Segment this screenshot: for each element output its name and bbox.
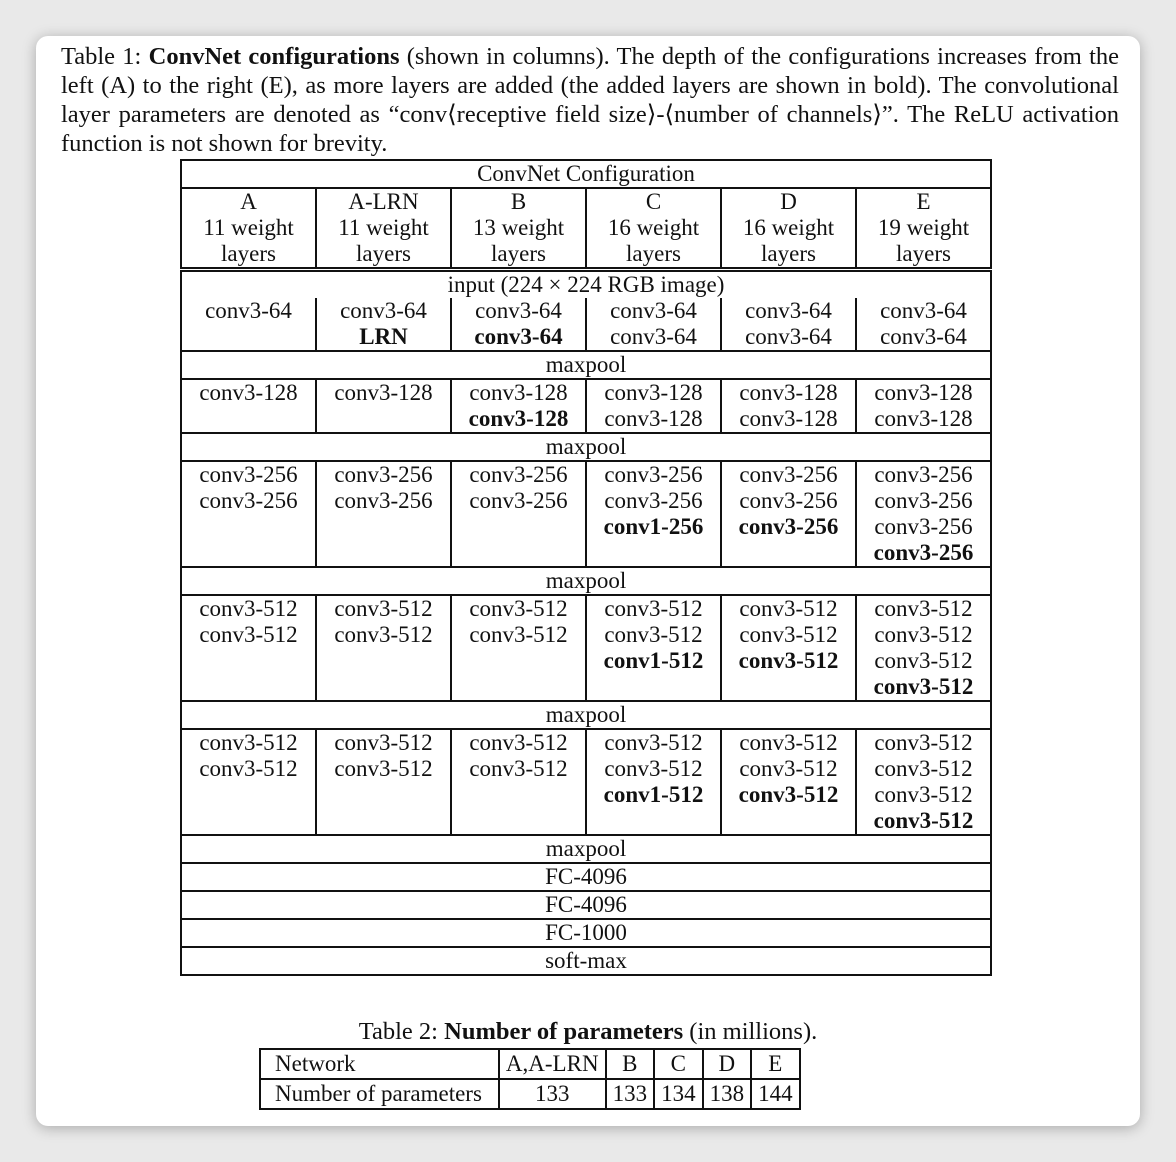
column-name: A — [240, 189, 257, 214]
layer-label: conv3-128 — [199, 380, 298, 405]
conv-block-cell — [856, 595, 991, 701]
column-depth: 16 weight — [607, 215, 700, 240]
layer-label: conv3-512 — [199, 756, 298, 781]
conv-block-cell — [181, 461, 316, 567]
layer-label: conv1-512 — [603, 782, 704, 807]
layer-label: LRN — [359, 324, 408, 349]
input-layer: input (224 × 224 RGB image) — [447, 272, 725, 297]
conv-block-cell — [181, 595, 316, 701]
layer-label: conv3-128 — [739, 406, 838, 431]
layer-label: conv3-256 — [739, 488, 838, 513]
layer-label: conv3-256 — [334, 462, 433, 487]
column-layers: layers — [626, 241, 681, 266]
column-layers: layers — [221, 241, 276, 266]
layer-label: conv3-512 — [469, 596, 568, 621]
tail-layer-row — [181, 863, 991, 891]
column-header — [451, 188, 586, 270]
conv-block-cell — [451, 379, 586, 433]
table2-row-label: Number of parameters — [260, 1079, 499, 1109]
tail-layer: FC-1000 — [181, 919, 991, 947]
layer-label: conv3-256 — [873, 540, 974, 565]
layer-label: conv3-512 — [469, 756, 568, 781]
input-layer-row — [181, 270, 991, 299]
maxpool-layer-row — [181, 433, 991, 461]
parameter-count-table — [259, 1048, 801, 1110]
column-name: C — [645, 189, 662, 214]
layer-label: conv3-512 — [604, 730, 703, 755]
layer-label: conv3-512 — [739, 756, 838, 781]
table1-caption-title: ConvNet configurations — [148, 43, 400, 70]
table2-network-name: C — [654, 1049, 703, 1079]
layer-label: conv3-512 — [873, 808, 974, 833]
conv-block-cell — [451, 298, 586, 351]
conv-block-cell — [586, 461, 721, 567]
tail-layer: FC-4096 — [181, 891, 991, 919]
conv-block-row — [181, 729, 991, 835]
layer-label: conv3-256 — [199, 488, 298, 513]
tail-layer-row — [181, 919, 991, 947]
conv-block-cell — [451, 461, 586, 567]
layer-label: conv3-512 — [739, 730, 838, 755]
conv-block-row — [181, 595, 991, 701]
conv-block-cell — [856, 461, 991, 567]
maxpool-layer-row — [181, 701, 991, 729]
table2-param-value: 133 — [606, 1079, 655, 1109]
table2-param-value: 133 — [499, 1079, 606, 1109]
layer-label: conv3-512 — [334, 730, 433, 755]
table1-caption-text: (shown in columns). The depth of the configurations increases from the left (A) to the right (E), as more layers are added (the added layers are shown in bold). The convolutional layer parameters are denoted as “conv⟨receptive field size⟩-⟨number of channels⟩”. The ReLU activation function is not shown for brevity. — [61, 43, 1120, 157]
maxpool-layer-row — [181, 351, 991, 379]
layer-label: conv3-64 — [745, 298, 832, 323]
layer-label: conv3-128 — [469, 380, 568, 405]
column-layers: layers — [491, 241, 546, 266]
layer-label: conv3-64 — [880, 298, 967, 323]
layer-label: conv3-512 — [334, 596, 433, 621]
layer-label: conv3-512 — [874, 782, 973, 807]
conv-block-cell — [586, 298, 721, 351]
tail-layer-row — [181, 947, 991, 975]
column-depth: 13 weight — [472, 215, 565, 240]
layer-label: conv3-128 — [334, 380, 433, 405]
tail-layer: FC-4096 — [181, 863, 991, 891]
layer-label: conv3-256 — [738, 514, 839, 539]
layer-label: conv3-512 — [874, 648, 973, 673]
layer-label: conv3-512 — [604, 756, 703, 781]
column-header — [856, 188, 991, 270]
layer-label: conv3-512 — [199, 730, 298, 755]
layer-label: conv3-64 — [880, 324, 967, 349]
column-name: D — [780, 189, 797, 214]
column-name: B — [510, 189, 527, 214]
conv-block-cell — [316, 729, 451, 835]
table2-caption-prefix: Table 2: — [358, 1018, 445, 1045]
table1-caption — [61, 42, 1119, 158]
layer-label: conv3-256 — [874, 488, 973, 513]
conv-block-cell — [181, 379, 316, 433]
maxpool-layer: maxpool — [181, 433, 991, 461]
conv-block-cell — [181, 729, 316, 835]
layer-label: conv3-256 — [469, 462, 568, 487]
table2-network-name: B — [606, 1049, 655, 1079]
conv-block-cell — [586, 595, 721, 701]
tail-layer-row — [181, 835, 991, 863]
layer-label: conv3-512 — [334, 756, 433, 781]
column-name: A-LRN — [348, 189, 419, 214]
conv-block-cell — [721, 379, 856, 433]
conv-block-cell — [181, 298, 316, 351]
column-depth: 16 weight — [742, 215, 835, 240]
layer-label: conv3-128 — [739, 380, 838, 405]
layer-label: conv3-512 — [874, 596, 973, 621]
column-layers: layers — [761, 241, 816, 266]
conv-block-row — [181, 461, 991, 567]
layer-label: conv3-64 — [745, 324, 832, 349]
layer-label: conv3-256 — [604, 462, 703, 487]
table2-param-value: 144 — [751, 1079, 800, 1109]
layer-label: conv3-512 — [199, 622, 298, 647]
conv-block-cell — [586, 379, 721, 433]
table2-network-name: D — [703, 1049, 752, 1079]
layer-label: conv3-256 — [199, 462, 298, 487]
layer-label: conv3-512 — [604, 596, 703, 621]
conv-block-cell — [721, 298, 856, 351]
layer-label: conv3-512 — [738, 782, 839, 807]
layer-label: conv3-64 — [340, 298, 427, 323]
conv-block-cell — [721, 729, 856, 835]
layer-label: conv3-64 — [475, 298, 562, 323]
layer-label: conv3-256 — [469, 488, 568, 513]
layer-label: conv3-128 — [604, 406, 703, 431]
conv-block-cell — [316, 461, 451, 567]
layer-label: conv3-512 — [874, 622, 973, 647]
layer-label: conv3-512 — [469, 730, 568, 755]
conv-block-row — [181, 379, 991, 433]
maxpool-layer-row — [181, 567, 991, 595]
layer-label: conv3-256 — [874, 514, 973, 539]
layer-label: conv3-512 — [874, 730, 973, 755]
column-layers: layers — [356, 241, 411, 266]
conv-block-cell — [721, 461, 856, 567]
layer-label: conv3-64 — [610, 324, 697, 349]
table2-header-label: Network — [260, 1049, 499, 1079]
column-depth: 11 weight — [338, 215, 429, 240]
table2-param-value: 138 — [703, 1079, 752, 1109]
paper-page — [36, 36, 1140, 1126]
layer-label: conv3-128 — [468, 406, 569, 431]
conv-block-cell — [586, 729, 721, 835]
layer-label: conv3-128 — [604, 380, 703, 405]
layer-label: conv3-512 — [469, 622, 568, 647]
tail-layer-row — [181, 891, 991, 919]
layer-label: conv3-64 — [205, 298, 292, 323]
maxpool-layer: maxpool — [181, 701, 991, 729]
table2-values-row — [260, 1079, 800, 1109]
conv-block-cell — [856, 298, 991, 351]
column-header — [721, 188, 856, 270]
table2-param-value: 134 — [654, 1079, 703, 1109]
layer-label: conv1-256 — [603, 514, 704, 539]
table2-caption-title: Number of parameters — [444, 1018, 684, 1045]
layer-label: conv3-512 — [873, 674, 974, 699]
config-header: ConvNet Configuration — [181, 160, 991, 188]
tail-layer: maxpool — [181, 835, 991, 863]
maxpool-layer: maxpool — [181, 351, 991, 379]
layer-label: conv3-256 — [874, 462, 973, 487]
layer-label: conv3-128 — [874, 380, 973, 405]
layer-label: conv3-512 — [874, 756, 973, 781]
table2-network-name: E — [751, 1049, 800, 1079]
layer-label: conv3-512 — [738, 648, 839, 673]
layer-label: conv1-512 — [603, 648, 704, 673]
column-name: E — [916, 189, 931, 214]
conv-block-cell — [316, 298, 451, 351]
conv-block-cell — [316, 595, 451, 701]
column-header — [316, 188, 451, 270]
convnet-config-table — [180, 159, 992, 976]
conv-block-cell — [316, 379, 451, 433]
conv-block-cell — [451, 729, 586, 835]
layer-label: conv3-512 — [739, 622, 838, 647]
conv-block-cell — [451, 595, 586, 701]
conv-block-cell — [856, 379, 991, 433]
table1-caption-prefix: Table 1: — [61, 43, 149, 70]
conv-block-row — [181, 298, 991, 351]
table2-caption — [36, 1018, 1140, 1046]
conv-block-cell — [856, 729, 991, 835]
layer-label: conv3-512 — [334, 622, 433, 647]
layer-label: conv3-128 — [874, 406, 973, 431]
column-layers: layers — [896, 241, 951, 266]
conv-block-cell — [721, 595, 856, 701]
column-header — [586, 188, 721, 270]
layer-label: conv3-256 — [739, 462, 838, 487]
column-depth: 19 weight — [877, 215, 970, 240]
layer-label: conv3-512 — [604, 622, 703, 647]
layer-label: conv3-512 — [739, 596, 838, 621]
layer-label: conv3-512 — [199, 596, 298, 621]
layer-label: conv3-64 — [474, 324, 563, 349]
tail-layer: soft-max — [545, 948, 627, 973]
layer-label: conv3-64 — [610, 298, 697, 323]
table2-network-name: A,A-LRN — [499, 1049, 606, 1079]
column-header — [181, 188, 316, 270]
config-header-row — [181, 160, 991, 188]
table2-caption-text: (in millions). — [683, 1018, 818, 1045]
layer-label: conv3-256 — [604, 488, 703, 513]
layer-label: conv3-256 — [334, 488, 433, 513]
column-depth: 11 weight — [203, 215, 294, 240]
table2-header-row — [260, 1049, 800, 1079]
column-header-row — [181, 188, 991, 270]
maxpool-layer: maxpool — [181, 567, 991, 595]
